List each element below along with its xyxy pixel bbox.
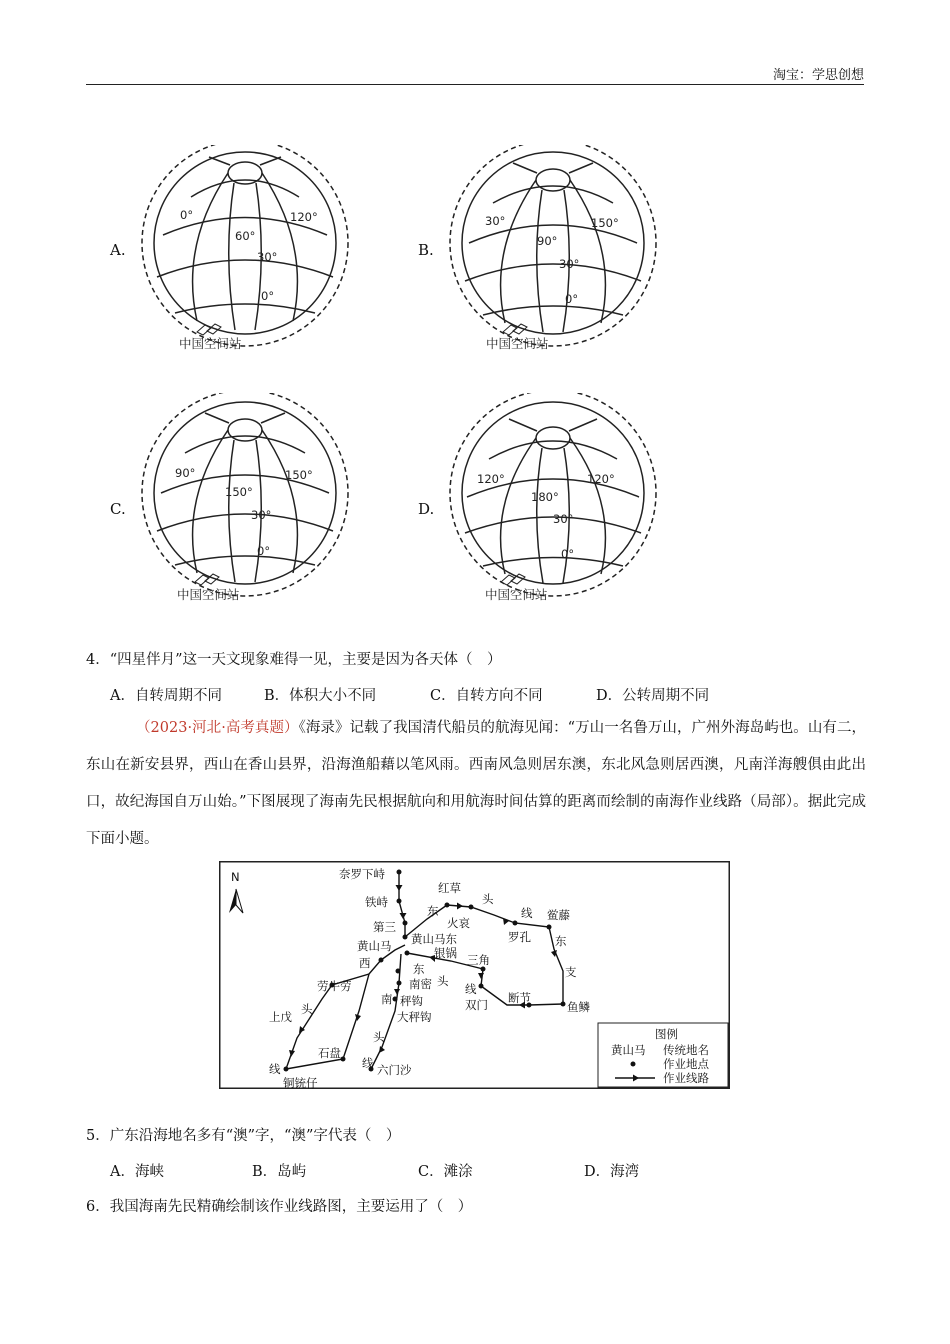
place-luokong: 罗孔: [508, 930, 531, 944]
q4-option-b[interactable]: B．体积大小不同: [264, 688, 377, 704]
route-char: 东: [413, 962, 425, 976]
question-6-stem: 6．我国海南先民精确绘制该作业线路图，主要运用了（ ）: [86, 1199, 473, 1215]
option-a-letter: A.: [110, 241, 126, 259]
lon-right-label: 120°: [587, 472, 615, 486]
place-tieshi: 铁峙: [365, 895, 388, 909]
route-char: 东: [555, 934, 567, 948]
globe-c: [135, 393, 365, 608]
lat-30-label: 30°: [553, 512, 574, 526]
place-liumensha: 六门沙: [377, 1063, 412, 1077]
globe-b: [443, 145, 673, 360]
orbit-dashed-circle: [142, 145, 348, 346]
place-huangshanmadong: 黄山马东: [411, 932, 457, 946]
north-label: N: [231, 870, 240, 884]
route-char: 东: [427, 904, 439, 918]
place-huojing: 火哀: [447, 916, 470, 930]
space-station-label: 中国空间站: [486, 336, 549, 351]
place-laoniulao: 劳牛劳: [317, 979, 352, 993]
route-char: 线: [465, 982, 477, 996]
legend-route-desc: 作业线路: [663, 1071, 709, 1085]
lon-left-label: 120°: [477, 472, 505, 486]
q4-option-d[interactable]: D．公转周期不同: [596, 688, 710, 704]
place-shangwu: 上戊: [269, 1010, 292, 1024]
passage: [86, 710, 866, 858]
globe-d: [443, 393, 673, 608]
lat-0-label: 0°: [257, 544, 271, 558]
place-nanmi: 南密: [409, 977, 432, 991]
lon-left-label: 30°: [485, 214, 506, 228]
lon-center-label: 60°: [235, 229, 256, 243]
option-d-letter: D.: [418, 500, 435, 518]
lat-30-label: 30°: [559, 257, 580, 271]
place-huangshanma: 黄山马: [357, 939, 392, 953]
option-b-letter: B.: [418, 241, 434, 259]
q5-option-a[interactable]: A．海峡: [110, 1164, 164, 1180]
q5-option-b[interactable]: B．岛屿: [252, 1164, 307, 1180]
place-shipan: 石盘: [318, 1046, 341, 1060]
route-char: 头: [373, 1030, 385, 1044]
lon-right-label: 150°: [285, 468, 313, 482]
route-char: 西: [359, 956, 371, 970]
lon-center-label: 90°: [537, 234, 558, 248]
route-char: 线: [269, 1062, 281, 1076]
route-char: 支: [565, 965, 577, 979]
passage-source: （2023·河北·高考真题）: [136, 720, 299, 736]
lat-0-label: 0°: [261, 289, 275, 303]
lon-center-label: 150°: [225, 485, 253, 499]
lat-0-label: 0°: [565, 292, 579, 306]
passage-text: 《海录》记载了我国清代船员的航海见闻：“万山一名鲁万山，广州外海岛屿也。山有二，东山在新安县界，西山在香山县界，沿海渔船藉以笔风雨。西南风急则居东澳，东北风急则居西澳，凡南洋海艘俱由此出口，故纪海国自万山始。”下图展现了海南先民根据航向和用航海时间估算的距离而绘制的南海作业线路（局部）。据此完成下面小题。: [86, 720, 866, 847]
route-char: 头: [301, 1002, 313, 1016]
place-shuangmen: 双门: [465, 998, 488, 1012]
place-yinguo: 银锅: [434, 946, 457, 960]
legend-sample-name: 黄山马: [611, 1043, 646, 1057]
place-yulin: 鱼鳞: [567, 1000, 590, 1014]
place-tongxianzai: 铜铳仔: [283, 1076, 318, 1089]
lon-right-label: 120°: [290, 210, 318, 224]
lon-right-label: 150°: [591, 216, 619, 230]
route-char: 头: [437, 974, 449, 988]
lat-30-label: 30°: [251, 508, 272, 522]
q5-option-d[interactable]: D．海湾: [584, 1164, 640, 1180]
space-station-label: 中国空间站: [485, 587, 548, 602]
header-rule: [86, 84, 864, 85]
q4-option-c[interactable]: C．自转方向不同: [430, 688, 543, 704]
question-4-stem: 4．“四星伴月”这一天文现象难得一见，主要是因为各天体（ ）: [86, 652, 502, 668]
place-naluo: 奈罗下峙: [339, 867, 385, 881]
route-char: 线: [362, 1056, 374, 1070]
place-hongcao: 红草: [438, 881, 461, 895]
route-map: [219, 861, 730, 1089]
place-yiteng: 鲎藤: [547, 908, 570, 922]
lon-left-label: 0°: [180, 208, 194, 222]
route-char: 南: [381, 992, 393, 1006]
place-dachenggou: 大秤钩: [397, 1010, 432, 1024]
lat-0-label: 0°: [561, 547, 575, 561]
route-char: 头: [482, 892, 494, 906]
q4-option-a[interactable]: A．自转周期不同: [110, 688, 222, 704]
legend-name-desc: 传统地名: [663, 1043, 709, 1057]
option-c-letter: C.: [110, 500, 126, 518]
legend-point-icon: [631, 1062, 636, 1067]
place-sanjiao: 三角: [467, 953, 490, 967]
place-disan: 第三: [373, 920, 396, 934]
lon-left-label: 90°: [175, 466, 196, 480]
lat-30-label: 30°: [257, 250, 278, 264]
space-station-icon: [501, 574, 525, 585]
place-chenggou: 秤钩: [400, 994, 423, 1008]
place-duanjie: 断节: [508, 991, 531, 1005]
route-char: 线: [521, 906, 533, 920]
header-text: 淘宝：学思创想: [772, 68, 864, 83]
space-station-icon: [197, 324, 221, 335]
map-legend: [598, 1023, 728, 1087]
legend-title: 图例: [655, 1027, 678, 1041]
space-station-label: 中国空间站: [177, 587, 240, 602]
legend-point-desc: 作业地点: [663, 1057, 709, 1071]
space-station-label: 中国空间站: [179, 336, 242, 351]
lon-center-label: 180°: [531, 490, 559, 504]
question-5-stem: 5．广东沿海地名多有“澳”字，“澳”字代表（ ）: [86, 1128, 401, 1144]
q5-option-c[interactable]: C．滩涂: [418, 1164, 473, 1180]
globe-a: [135, 145, 365, 360]
